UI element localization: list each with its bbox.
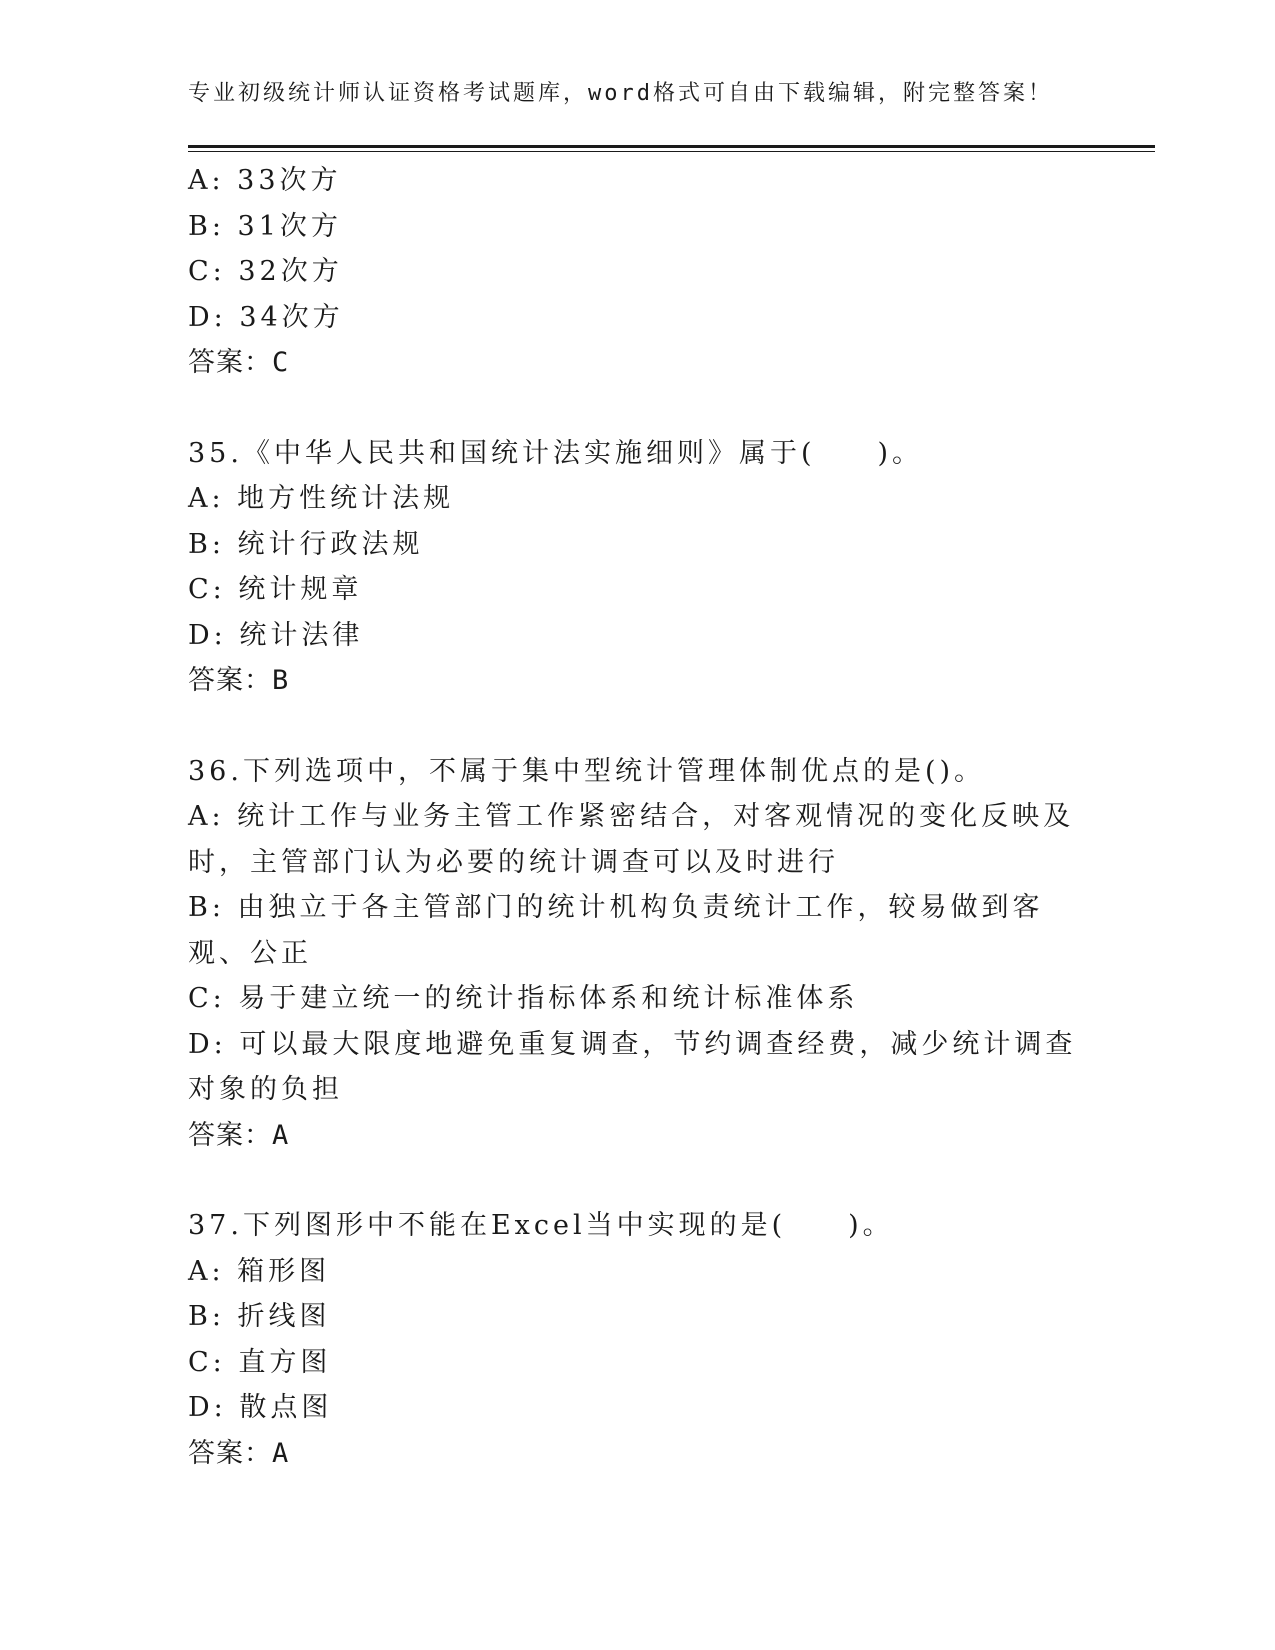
option-b: B: 统计行政法规 <box>188 528 424 560</box>
spacer <box>188 704 1088 749</box>
spacer <box>188 1158 1088 1203</box>
option-b: B: 折线图 <box>188 1301 331 1332</box>
question-block-36 <box>188 749 1088 1159</box>
answer-value: C <box>272 347 290 378</box>
option-b: B: 31次方 <box>188 210 342 242</box>
option-a: A: 箱形图 <box>188 1255 331 1287</box>
answer-line <box>188 658 1088 704</box>
answer-label: 答案： <box>188 1437 272 1469</box>
option-c: C: 易于建立统一的统计指标体系和统计标准体系 <box>188 983 859 1014</box>
question-text: 35.《中华人民共和国统计法实施细则》属于( )。 <box>188 437 924 469</box>
option-d: D: 统计法律 <box>188 619 364 651</box>
answer-value: A <box>272 1119 290 1151</box>
answer-label: 答案： <box>188 1119 272 1151</box>
page-header: 专业初级统计师认证资格考试题库，word格式可自由下载编辑，附完整答案！ <box>188 81 1053 106</box>
question-block-37 <box>188 1203 1088 1476</box>
option-a: A: 33次方 <box>188 165 342 196</box>
question-block-35 <box>188 431 1088 704</box>
option-a: A: 地方性统计法规 <box>188 483 455 514</box>
header-divider-thin <box>188 151 1155 152</box>
question-content <box>188 158 1088 1476</box>
option-b: B: 由独立于各主管部门的统计机构负责统计工作，较易做到客观、公正 <box>188 892 1044 969</box>
question-block-continued <box>188 158 1088 386</box>
answer-value: A <box>272 1437 290 1469</box>
option-a: A: 统计工作与业务主管工作紧密结合，对客观情况的变化反映及时，主管部门认为必要的统计调查可以及时进行 <box>188 801 1075 878</box>
answer-value: B <box>272 665 290 696</box>
answer-line <box>188 1113 1088 1159</box>
question-text: 37.下列图形中不能在Excel当中实现的是( )。 <box>188 1210 894 1241</box>
option-d: D: 可以最大限度地避免重复调查，节约调查经费，减少统计调查对象的负担 <box>188 1028 1077 1105</box>
option-c: C: 统计规章 <box>188 574 363 605</box>
answer-label: 答案： <box>188 347 272 378</box>
answer-line <box>188 1431 1088 1477</box>
spacer <box>188 386 1088 431</box>
option-c: C: 32次方 <box>188 256 343 287</box>
option-c: C: 直方图 <box>188 1346 332 1378</box>
header-divider-thick <box>188 145 1155 148</box>
answer-label: 答案： <box>188 665 272 696</box>
question-text: 36.下列选项中，不属于集中型统计管理体制优点的是()。 <box>188 755 986 787</box>
option-d: D: 34次方 <box>188 301 344 333</box>
answer-line <box>188 340 1088 386</box>
option-d: D: 散点图 <box>188 1392 333 1423</box>
